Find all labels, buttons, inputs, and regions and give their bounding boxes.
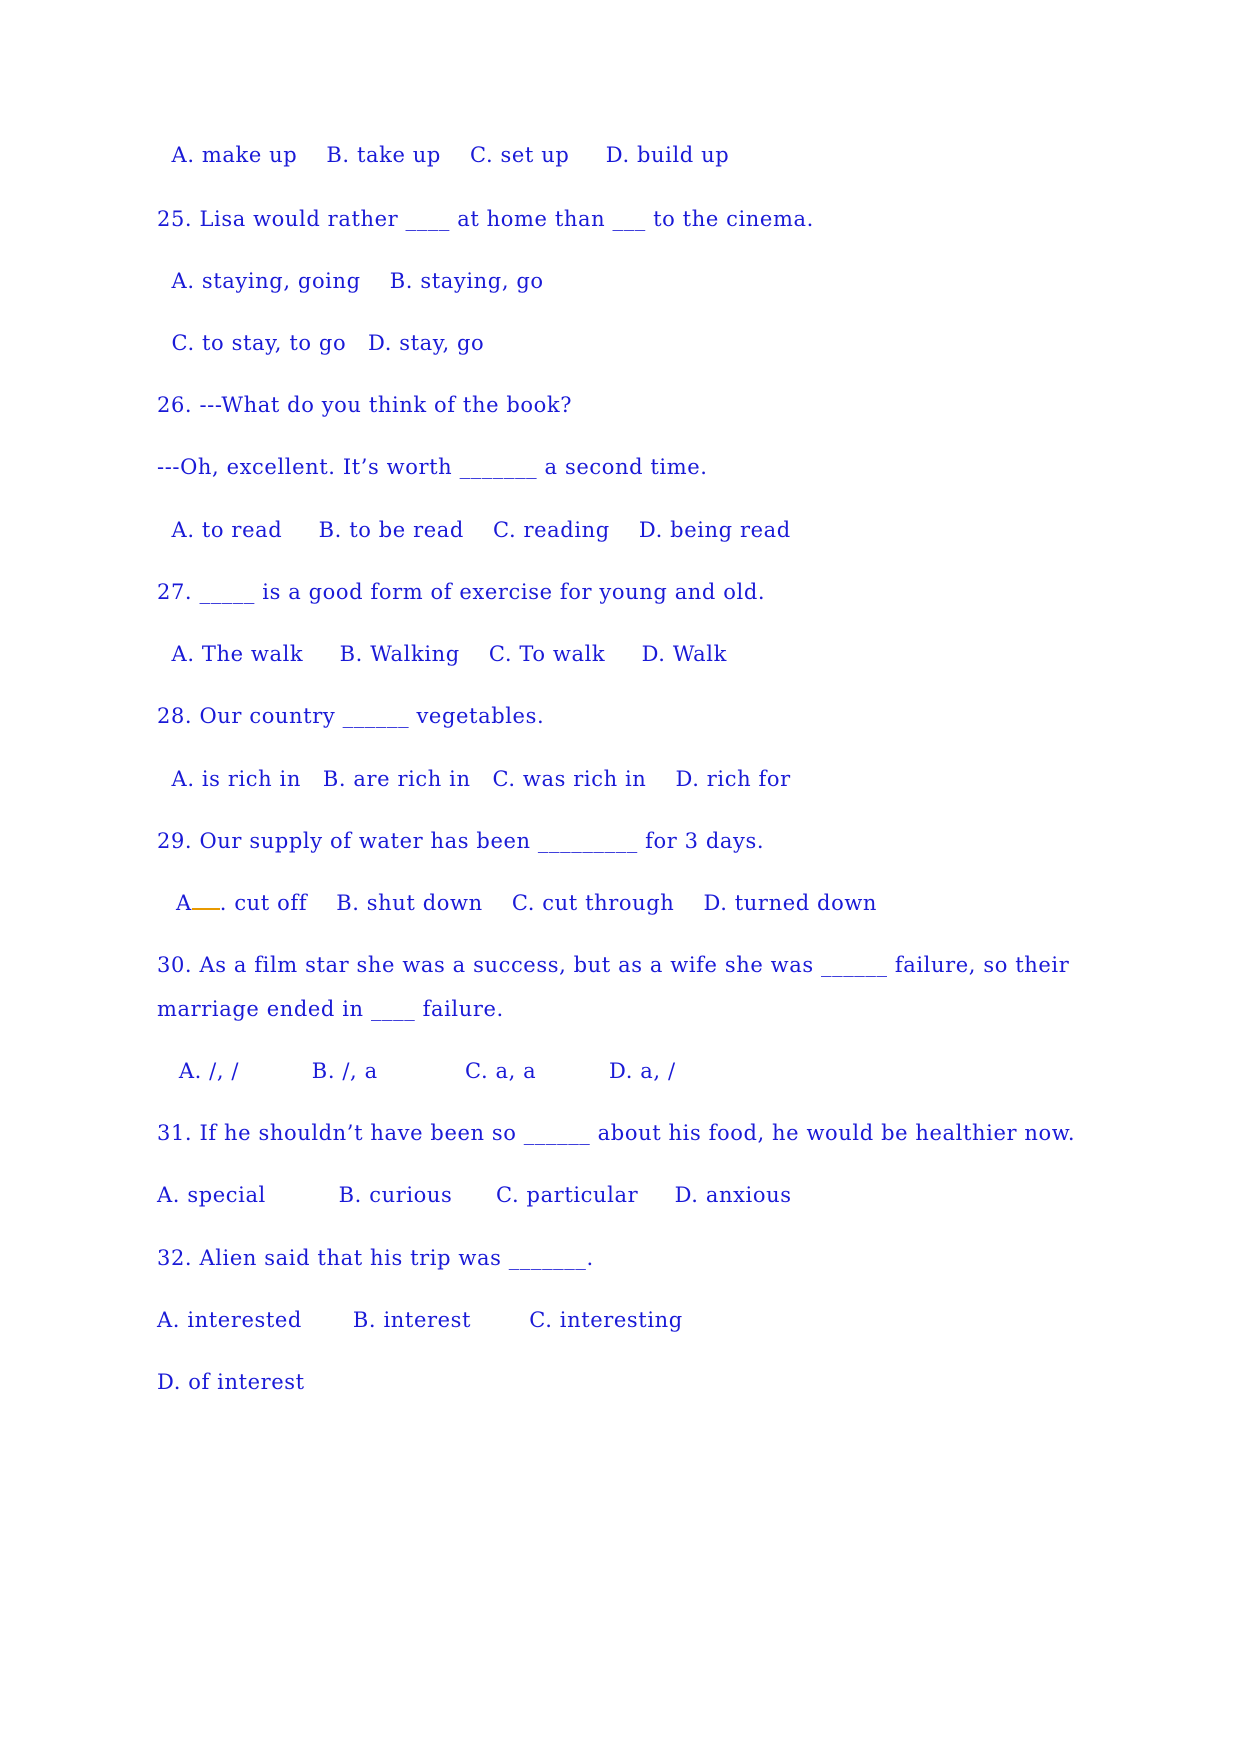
q29-question: 29. Our supply of water has been _________ for 3 days. — [157, 829, 765, 853]
q30-options: A. /, / B. /, a C. a, a D. a, / — [157, 1059, 676, 1083]
q24-options: A. make up B. take up C. set up D. build up — [157, 143, 730, 167]
q30-question: 30. As a film star she was a success, but as a wife she was ______ failure, so their — [157, 953, 1070, 977]
q25-question: 25. Lisa would rather ____ at home than ___ to the cinema. — [157, 207, 814, 231]
q28-question: 28. Our country ______ vegetables. — [157, 704, 545, 728]
q31-question: 31. If he shouldn’t have been so ______ about his food, he would be healthier now. — [157, 1121, 1076, 1145]
q31-options: A. special B. curious C. particular D. anxious — [157, 1183, 792, 1207]
q32-options-abc: A. interested B. interest C. interesting — [157, 1308, 683, 1332]
q29-option-a-letter: A — [176, 891, 192, 915]
q32-question: 32. Alien said that his trip was _______. — [157, 1246, 594, 1270]
q25-options-ab: A. staying, going B. staying, go — [157, 269, 544, 293]
q26-answer-line: ---Oh, excellent. It’s worth _______ a second time. — [157, 455, 708, 479]
q29-options-rest: . cut off B. shut down C. cut through D. turned down — [219, 891, 878, 915]
q30-question-cont: marriage ended in ____ failure. — [157, 997, 504, 1021]
q27-question: 27. _____ is a good form of exercise for young and old. — [157, 580, 766, 604]
q26-question: 26. ---What do you think of the book? — [157, 393, 573, 417]
edit-mark-underline — [192, 894, 220, 910]
q25-options-cd: C. to stay, to go D. stay, go — [157, 331, 485, 355]
q28-options: A. is rich in B. are rich in C. was rich in D. rich for — [157, 767, 791, 791]
q26-options: A. to read B. to be read C. reading D. being read — [157, 518, 791, 542]
q27-options: A. The walk B. Walking C. To walk D. Walk — [157, 642, 727, 666]
q29-options — [176, 890, 877, 916]
q32-option-d: D. of interest — [157, 1370, 305, 1394]
